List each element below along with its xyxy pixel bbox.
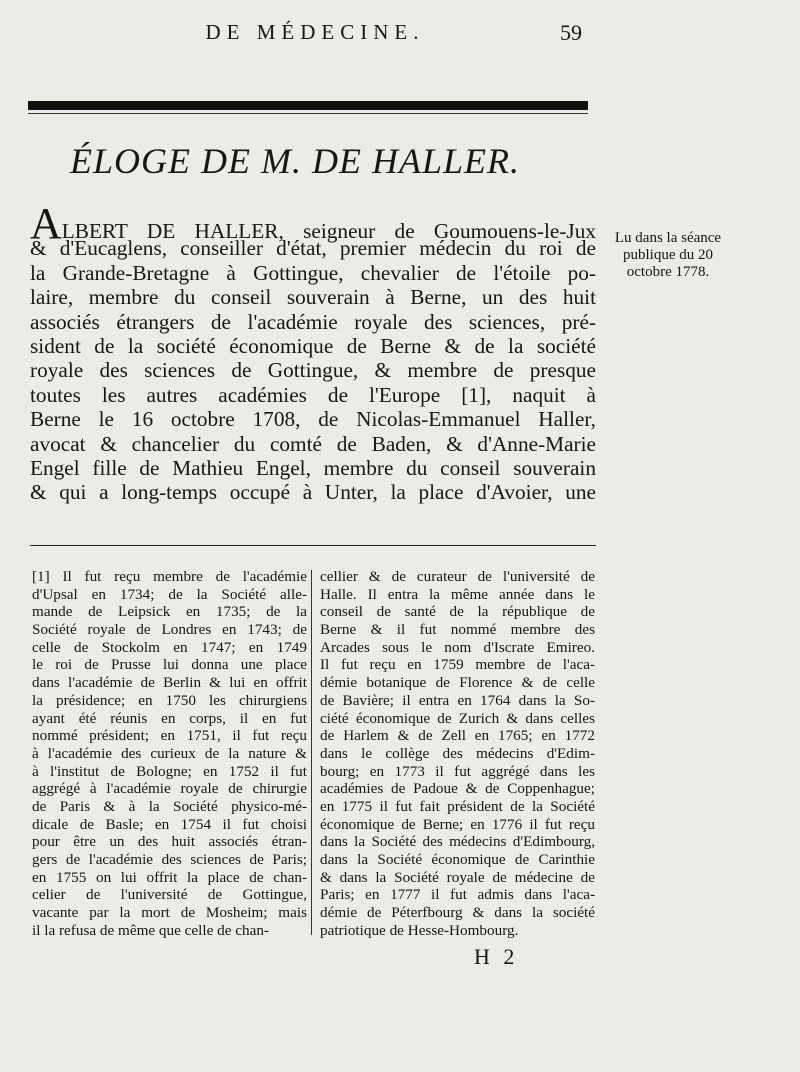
footnote-line: aggrégé à l'académie royale de chirurgie bbox=[32, 780, 307, 798]
footnote-line: à l'institut de Bologne; en 1752 il fut bbox=[32, 762, 307, 780]
footnote-line: en 1775 il fut fait président de la Société bbox=[320, 797, 595, 815]
footnote-line: de Paris & à la Société physico-mé- bbox=[32, 797, 307, 815]
footnote-line: la présidence; en 1750 les chirurgiens bbox=[32, 691, 307, 709]
footnote-column-left bbox=[32, 568, 307, 939]
footnote-line: démie botanique de Florence & de celle bbox=[320, 674, 595, 692]
running-header: DE MÉDECINE. bbox=[205, 20, 425, 44]
body-line: Engel fille de Mathieu Engel, membre du conseil souverain bbox=[30, 455, 596, 480]
footnote-line: Arcades sous le nom d'Iscrate Emireo. bbox=[320, 638, 595, 656]
footnote-line: de Bavière; il entra en 1764 dans la So- bbox=[320, 691, 595, 709]
column-divider bbox=[311, 570, 312, 935]
footnote-line: dans la Société économique de Carinthie bbox=[320, 851, 595, 868]
body-line: toutes les autres académies de l'Europe [1], naquit à bbox=[30, 382, 596, 407]
body-line: la Grande-Bretagne à Gottingue, chevalier de l'étoile po- bbox=[30, 260, 596, 285]
body-line: & qui a long-temps occupé à Unter, la place d'Avoier, une bbox=[30, 480, 596, 505]
footnote-line: en 1755 on lui offrit la place de chan- bbox=[32, 868, 307, 886]
body-line: royale des sciences de Gottingue, & membre de presque bbox=[30, 358, 596, 383]
body-line: ALBERT DE HALLER, seigneur de Goumouens-le-Jux bbox=[30, 199, 596, 248]
margin-note bbox=[608, 230, 728, 281]
footnote-line: académies de Padoue & de Coppenhague; bbox=[320, 780, 595, 798]
header-rule-thin bbox=[28, 113, 588, 114]
footnote-column-right bbox=[320, 568, 595, 939]
body-text bbox=[30, 199, 596, 505]
body-line: sident de la société économique de Berne & de la société bbox=[30, 333, 596, 358]
margin-note-line: publique du 20 bbox=[623, 247, 713, 263]
body-line: associés étrangers de l'académie royale des sciences, pré- bbox=[30, 309, 596, 334]
margin-note-line: Lu dans la séance bbox=[614, 230, 722, 246]
body-line: avocat & chancelier du comté de Baden, & d'Anne-Marie bbox=[30, 431, 596, 456]
footnote-line: pour être un des huit associés étran- bbox=[32, 833, 307, 851]
body-line: laire, membre du conseil souverain à Berne, un des huit bbox=[30, 285, 596, 310]
footnote-line: dans le collège des médecins d'Edim- bbox=[320, 744, 595, 762]
footnote-line: à l'académie des curieux de la nature & bbox=[32, 744, 307, 762]
footnote-line: Halle. Il entra la même année dans le bbox=[320, 585, 595, 603]
footnote-line: économique de Berne; en 1776 il fut reçu bbox=[320, 815, 595, 833]
footnote-line: dicale de Basle; en 1754 il fut choisi bbox=[32, 815, 307, 833]
footnote-line: gers de l'académie des sciences de Paris; bbox=[32, 851, 307, 868]
footnote-line: cellier & de curateur de l'université de bbox=[320, 568, 595, 585]
footnote-line: le roi de Prusse lui donna une place bbox=[32, 656, 307, 674]
footnote-line: dans l'académie de Berlin & lui en offrit bbox=[32, 674, 307, 692]
page-number: 59 bbox=[560, 20, 582, 45]
body-line: Berne le 16 octobre 1708, de Nicolas-Emmanuel Haller, bbox=[30, 407, 596, 432]
page-title: ÉLOGE DE M. DE HALLER. bbox=[70, 141, 520, 181]
footnote-separator bbox=[30, 545, 596, 546]
footnote-line: Berne & il fut nommé membre des bbox=[320, 621, 595, 639]
footnote-line: il la refusa de même que celle de chan- bbox=[32, 921, 269, 939]
signature-mark: H 2 bbox=[474, 944, 519, 969]
body-line: & d'Eucaglens, conseiller d'état, premier médecin du roi de bbox=[30, 236, 596, 261]
footnote-line: conseil de santé de la république de bbox=[320, 603, 595, 621]
footnote-line: Il fut reçu en 1759 membre de l'aca- bbox=[320, 656, 595, 674]
footnote-line: celle de Stockolm en 1747; en 1749 bbox=[32, 638, 307, 656]
footnote-line: de Harlem & de Zell en 1765; en 1772 bbox=[320, 727, 595, 745]
footnote-line: bourg; en 1773 il fut aggrégé dans les bbox=[320, 762, 595, 780]
footnote-line: dans la Société des médecins d'Edimbourg, bbox=[320, 833, 595, 851]
footnote-line: & dans la Société royale de médecine de bbox=[320, 868, 595, 886]
footnote-line: patriotique de Hesse-Hombourg. bbox=[320, 921, 519, 939]
footnote-line: mande de Leipsick en 1735; de la bbox=[32, 603, 307, 621]
footnote-line: ayant été réunis en corps, il en fut bbox=[32, 709, 307, 727]
footnote-line: démie de Péterfbourg & dans la société bbox=[320, 904, 595, 922]
margin-note-line: octobre 1778. bbox=[626, 264, 710, 280]
header-rule bbox=[28, 101, 588, 110]
footnote-line: [1] Il fut reçu membre de l'académie bbox=[32, 568, 307, 585]
footnote-line: d'Upsal en 1734; de la Société alle- bbox=[32, 585, 307, 603]
footnote-line: vacante par la mort de Mosheim; mais bbox=[32, 904, 307, 922]
footnote-line: nommé président; en 1751, il fut reçu bbox=[32, 727, 307, 745]
footnote-line: Société royale de Londres en 1743; de bbox=[32, 621, 307, 639]
drop-cap: A bbox=[30, 199, 62, 248]
footnote-line: celier de l'université de Gottingue, bbox=[32, 886, 307, 904]
footnote-line: ciété économique de Zurich & dans celles bbox=[320, 709, 595, 727]
footnote-line: Paris; en 1777 il fut admis dans l'aca- bbox=[320, 886, 595, 904]
